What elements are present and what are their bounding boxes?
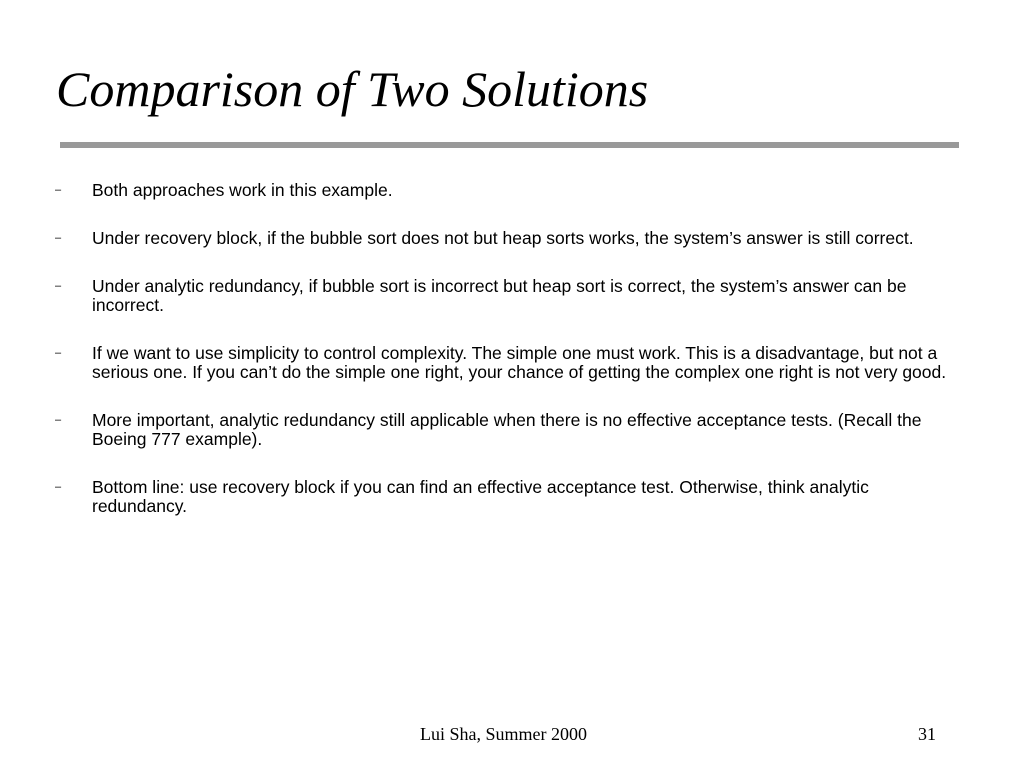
- dash-bullet-icon: –: [55, 347, 62, 359]
- bullet-text: If we want to use simplicity to control complexity. The simple one must work. This is a disadvantage, but not a serious one. If you can’t do the simple one right, your chance of getting the complex one right is not very good.: [92, 343, 947, 382]
- bullet-item: [0, 181, 1024, 200]
- bullet-item: [0, 344, 1024, 382]
- dash-bullet-icon: –: [55, 481, 62, 493]
- slide-title: Comparison of Two Solutions: [56, 61, 649, 117]
- dash-bullet-icon: –: [55, 280, 62, 292]
- dash-bullet-icon: –: [55, 232, 62, 244]
- bullet-text: More important, analytic redundancy still applicable when there is no effective acceptance tests. (Recall the Boeing 777 example).: [92, 410, 922, 449]
- title-divider: [60, 142, 959, 148]
- page-number: 31: [918, 724, 936, 744]
- bullet-text: Bottom line: use recovery block if you can find an effective acceptance test. Otherwise, think analytic redundancy.: [92, 477, 869, 516]
- dash-bullet-icon: –: [55, 414, 62, 426]
- bullet-text: Both approaches work in this example.: [92, 180, 393, 200]
- bullet-item: [0, 478, 1024, 516]
- bullet-text: Under analytic redundancy, if bubble sort is incorrect but heap sort is correct, the system’s answer can be incorrect.: [92, 276, 907, 315]
- bullet-item: [0, 411, 1024, 449]
- bullet-item: [0, 277, 1024, 315]
- bullet-item: [0, 229, 1024, 248]
- footer-author: Lui Sha, Summer 2000: [420, 724, 587, 744]
- bullet-text: Under recovery block, if the bubble sort does not but heap sorts works, the system’s answer is still correct.: [92, 228, 914, 248]
- bullet-list: [0, 181, 1024, 545]
- dash-bullet-icon: –: [55, 184, 62, 196]
